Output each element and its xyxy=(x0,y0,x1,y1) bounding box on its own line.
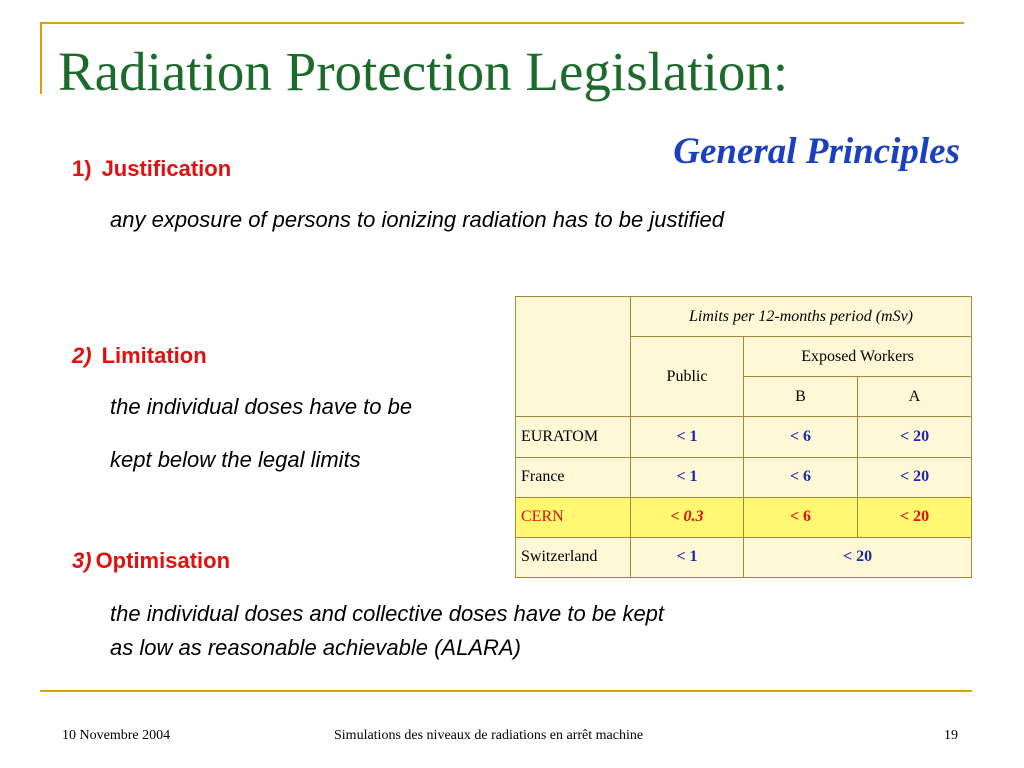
category-a-limit-cell: < 20 xyxy=(858,457,972,497)
public-limit-cell: < 1 xyxy=(631,537,744,577)
table-row xyxy=(516,457,972,497)
principle-2-title: Limitation xyxy=(101,343,207,368)
footer-divider xyxy=(40,690,972,692)
table-row-highlighted xyxy=(516,497,972,537)
category-b-limit-cell: < 6 xyxy=(744,417,858,457)
category-b-limit-cell: < 6 xyxy=(744,457,858,497)
table-row xyxy=(516,417,972,457)
table-row xyxy=(516,537,972,577)
public-limit-cell: < 1 xyxy=(631,417,744,457)
workers-limit-cell: < 20 xyxy=(744,537,972,577)
principle-1-number: 1) xyxy=(72,156,92,181)
table-header-row xyxy=(516,297,972,337)
top-border-line xyxy=(40,22,964,24)
principle-2-number: 2) xyxy=(72,343,92,368)
country-cell: CERN xyxy=(516,497,631,537)
table-corner-cell xyxy=(516,297,631,417)
table-exposed-workers-header: Exposed Workers xyxy=(744,337,972,377)
left-border-line xyxy=(40,22,42,94)
principle-3-heading xyxy=(72,548,230,574)
principle-1-title: Justification xyxy=(101,156,232,181)
footer-page-number: 19 xyxy=(944,728,958,743)
principle-1-text: any exposure of persons to ionizing radiation has to be justified xyxy=(110,207,724,232)
public-limit-cell: < 0.3 xyxy=(631,497,744,537)
category-a-limit-cell: < 20 xyxy=(858,417,972,457)
table-category-a: A xyxy=(858,377,972,417)
table-public-header: Public xyxy=(631,337,744,417)
principle-1-heading xyxy=(72,156,231,182)
country-cell: France xyxy=(516,457,631,497)
principle-2-text-line-1: the individual doses have to be xyxy=(110,394,413,419)
principle-3-text-line-2: as low as reasonable achievable (ALARA) xyxy=(110,635,521,660)
country-cell: Switzerland xyxy=(516,537,631,577)
principle-3-number: 3) xyxy=(72,548,92,573)
slide-title: Radiation Protection Legislation: xyxy=(58,41,789,102)
slide-subtitle: General Principles xyxy=(673,131,960,172)
footer-date: 10 Novembre 2004 xyxy=(62,728,171,743)
public-limit-cell: < 1 xyxy=(631,457,744,497)
table-category-b: B xyxy=(744,377,858,417)
category-a-limit-cell: < 20 xyxy=(858,497,972,537)
footer-title: Simulations des niveaux de radiations en arrêt machine xyxy=(334,728,644,743)
principle-3-title: Optimisation xyxy=(95,548,231,573)
dose-limits-table xyxy=(515,296,972,578)
principle-2-heading xyxy=(72,343,207,369)
principle-2-text-line-2: kept below the legal limits xyxy=(110,447,361,472)
category-b-limit-cell: < 6 xyxy=(744,497,858,537)
principle-3-text-line-1: the individual doses and collective doses have to be kept xyxy=(110,601,665,626)
country-cell: EURATOM xyxy=(516,417,631,457)
table-period-header: Limits per 12-months period (mSv) xyxy=(631,297,972,337)
